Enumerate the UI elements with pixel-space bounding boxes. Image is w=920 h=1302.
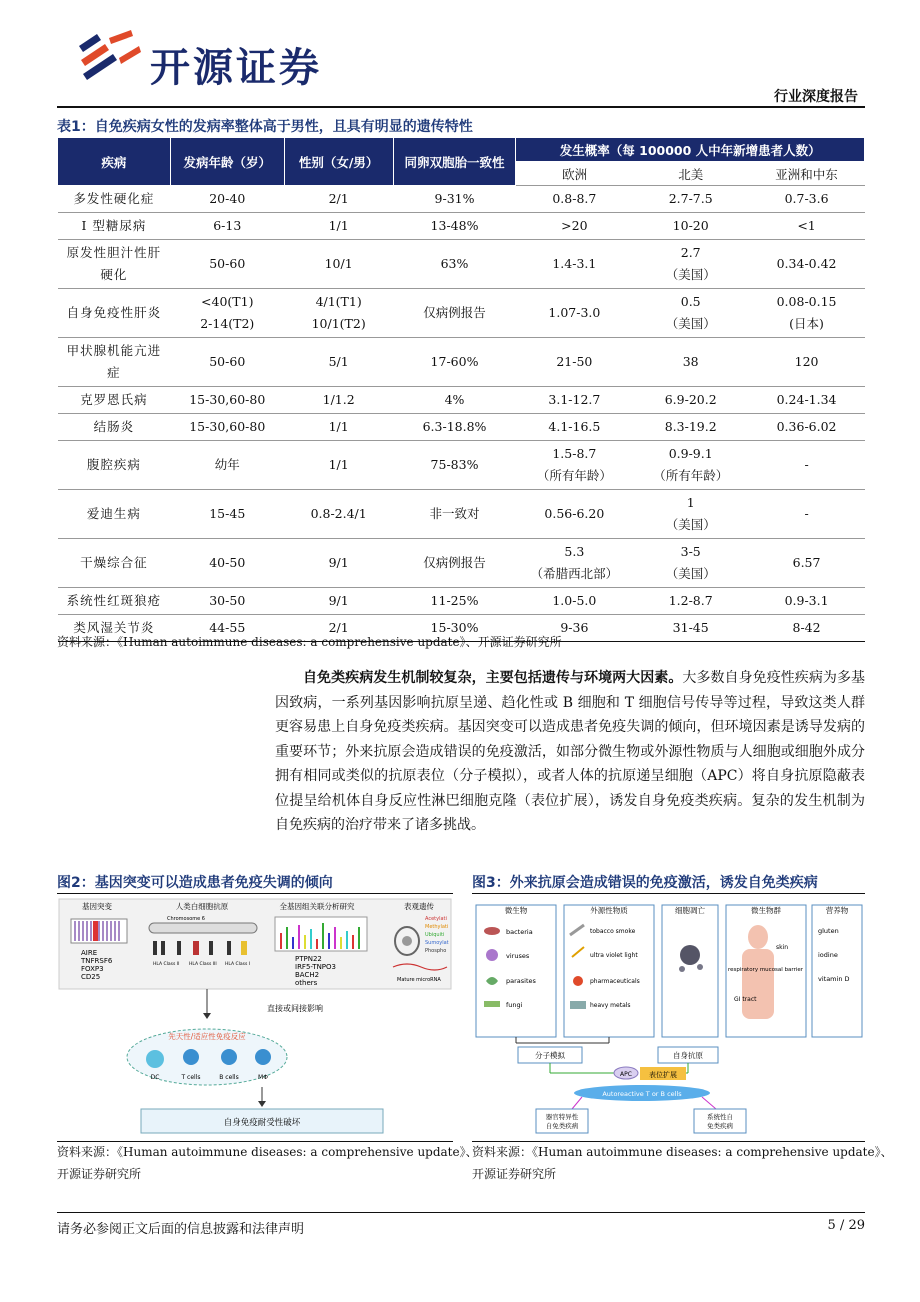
cell-line: 10/1(T2) (311, 316, 366, 331)
cell-disease (58, 186, 171, 213)
cell-disease (58, 240, 171, 289)
cell-line: 腹腔疾病 (86, 457, 141, 472)
cell-asia (749, 490, 865, 539)
paragraph-text: 大多数自身免疫性疾病为多基因致病，一系列基因影响抗原呈递、趋化性或 B 细胞和 T 细胞信号传导等过程，导致这类人群更容易患上自身免疫类疾病。基因突变可以造成患者免疫失调的倾向，但环境因素是诱导发病的重要环节；外来抗原会造成错误的免疫激活，如部分微生物或外源性物质与人细胞或细胞外成分拥有相同或类似的抗原表位（分子模拟），或者人体的抗原递呈细胞（APC）将自身抗原隐蔽表位提呈给机体自身反应性淋巴细胞克隆（表位扩展），诱发自身免疫类疾病。复杂的发生机制为自免疾病的治疗带来了诸多挑战。 (275, 670, 866, 833)
cell-sex (284, 588, 393, 615)
cell-sex (284, 490, 393, 539)
cell-age (170, 186, 284, 213)
fig3-col-5: 营养物 (825, 906, 849, 915)
cell-line: 40-50 (209, 555, 246, 570)
cell-line: （美国） (665, 517, 716, 532)
autoreactive-label: Autoreactive T or B cells (602, 1090, 682, 1098)
fig3-diagram (472, 897, 865, 1140)
epi-5: Phospho (425, 948, 447, 954)
cell-na (633, 387, 749, 414)
header-rule (57, 106, 865, 108)
cell-eu (516, 213, 633, 240)
cell-line: 症 (107, 365, 121, 380)
xeno-2: ultra violet light (590, 952, 638, 959)
cell-line: 5/1 (328, 354, 349, 369)
systemic-label-2: 免类疾病 (707, 1122, 733, 1130)
cell-line: 10-20 (672, 218, 709, 233)
cell-line: 2.7-7.5 (668, 191, 713, 206)
hla-class-1: HLA Class I (225, 962, 251, 967)
cell-line: 6-13 (213, 218, 242, 233)
fig2-bottom-rule (57, 1141, 453, 1142)
self-antigen-box: 自身抗原 (673, 1051, 703, 1060)
cell-disease (58, 490, 171, 539)
fig3-source-1: 资料来源：《Human autoimmune diseases: a comprehensive update》、 (472, 1145, 893, 1159)
cell-asia (749, 414, 865, 441)
cell-line: 15-30% (430, 620, 479, 635)
cell-eu (516, 490, 633, 539)
cell-sex (284, 539, 393, 588)
cell-na (633, 414, 749, 441)
cell-twin (393, 441, 516, 490)
cell-eu (516, 240, 633, 289)
cell-line: 甲状腺机能亢进 (66, 343, 162, 358)
apc-label: APC (620, 1071, 632, 1078)
cell-asia (749, 213, 865, 240)
header-disease: 疾病 (58, 138, 171, 186)
cell-na (633, 213, 749, 240)
header-prob: 发生概率（每 100000 人中年新增患者人数） (516, 138, 865, 162)
cell-line: 爱迪生病 (86, 506, 141, 521)
gwas-4: others (295, 979, 318, 987)
fig2-source-1: 资料来源：《Human autoimmune diseases: a comprehensive update》、 (57, 1145, 478, 1159)
cell-eu (516, 414, 633, 441)
fig2-panel-3: 全基因组关联分析研究 (279, 902, 355, 911)
cell-twin (393, 414, 516, 441)
cell-disease (58, 441, 171, 490)
cell-line: 2/1 (328, 620, 349, 635)
microbiota-3: GI tract (734, 996, 757, 1003)
cell-disease (58, 213, 171, 240)
disease-table (57, 137, 865, 642)
cell-line: <1 (797, 218, 816, 233)
cell-na (633, 338, 749, 387)
gene-3: FOXP3 (81, 965, 104, 973)
cell-asia (749, 588, 865, 615)
cell-line: 13-48% (430, 218, 479, 233)
table-row (58, 441, 865, 490)
cell-age (170, 414, 284, 441)
cell-sex (284, 441, 393, 490)
microbiota-1: skin (776, 944, 789, 951)
cell-line: 17-60% (430, 354, 479, 369)
t-cell-icon (183, 1049, 199, 1065)
fig3-caption: 图3：外来抗原会造成错误的免疫激活，诱发自免类疾病 (472, 875, 818, 891)
cell-line: 0.5 (680, 294, 701, 309)
header-sex: 性别（女/男） (284, 138, 393, 186)
cell-line: 自身免疫性肝炎 (66, 305, 162, 320)
page-number: 5 / 29 (827, 1218, 865, 1233)
page-header (0, 0, 920, 110)
cell-age (170, 213, 284, 240)
organ-label-1: 器官特异性 (545, 1113, 579, 1121)
fig3-col-4: 微生物群 (751, 906, 781, 915)
cell-line: （希腊西北部） (530, 566, 619, 581)
cell-line: 3.1-12.7 (548, 392, 601, 407)
microbe-1: bacteria (506, 928, 533, 936)
cell-line: - (804, 457, 809, 472)
nutrient-3: vitamin D (818, 975, 850, 983)
cell-line: - (804, 506, 809, 521)
metal-icon (570, 1001, 586, 1009)
gwas-1: PTPN22 (295, 955, 322, 963)
cell-line: 6.9-20.2 (664, 392, 717, 407)
cell-line: 15-45 (209, 506, 246, 521)
footer-disclaimer: 请务必参阅正文后面的信息披露和法律声明 (57, 1222, 305, 1237)
cell-age (170, 289, 284, 338)
fig3-bottom-rule (472, 1141, 865, 1142)
pill-icon (573, 976, 583, 986)
cell-age (170, 240, 284, 289)
cell-disease (58, 539, 171, 588)
cell-asia (749, 615, 865, 642)
paragraph-bold: 自免类疾病发生机制较复杂，主要包括遗传与环境两大因素。 (303, 670, 683, 686)
table-row (58, 213, 865, 240)
epi-4: Sumoylat (425, 940, 449, 946)
cell-line: 2-14(T2) (200, 316, 255, 331)
cell-line: 0.36-6.02 (776, 419, 837, 434)
cell-line: 硬化 (100, 267, 128, 282)
microbe-4: fungi (506, 1001, 523, 1009)
cell-line: 仅病例报告 (423, 305, 486, 320)
table-row (58, 338, 865, 387)
cell-line: 8-42 (792, 620, 821, 635)
cell-line: 9/1 (328, 593, 349, 608)
gene-4: CD25 (81, 973, 101, 981)
cell-twin (393, 539, 516, 588)
cell-line: 1.5-8.7 (552, 446, 597, 461)
cell-line: 20-40 (209, 191, 246, 206)
cell-line: (日本) (789, 316, 824, 331)
nutrient-1: gluten (818, 927, 839, 935)
fig2-panel-1: 基因突变 (82, 902, 112, 911)
table-row (58, 490, 865, 539)
cell-line: 1/1 (328, 419, 349, 434)
fig2-source-2: 开源证券研究所 (57, 1167, 142, 1181)
cell-asia (749, 186, 865, 213)
cell-line: 6.57 (792, 555, 821, 570)
fig2-caption: 图2：基因突变可以造成患者免疫失调的倾向 (57, 875, 333, 891)
cell-disease (58, 289, 171, 338)
systemic-label-1: 系统性自 (707, 1113, 733, 1121)
cell-line: 1/1.2 (322, 392, 355, 407)
cell-eu (516, 539, 633, 588)
microrna-label: Mature microRNA (397, 977, 441, 983)
cell-line: 2.7 (680, 245, 701, 260)
virus-icon (486, 949, 498, 961)
cell-line: 1 (686, 495, 695, 510)
cell-m: MΦ (258, 1074, 268, 1081)
cell-line: 15-30,60-80 (189, 392, 266, 407)
cell-line: 系统性红斑狼疮 (66, 593, 162, 608)
cell-twin (393, 588, 516, 615)
cell-line: 120 (794, 354, 819, 369)
cell-eu (516, 289, 633, 338)
cell-age (170, 387, 284, 414)
cell-line: 9-31% (434, 191, 475, 206)
cell-sex (284, 338, 393, 387)
chromosome-label: Chromosome 6 (167, 916, 205, 922)
gwas-2: IRF5-TNPO3 (295, 963, 336, 971)
cell-na (633, 441, 749, 490)
cell-line: 5.3 (564, 544, 585, 559)
cell-line: 结肠炎 (93, 419, 135, 434)
cell-twin (393, 240, 516, 289)
fig3-source-2: 开源证券研究所 (472, 1167, 557, 1181)
fig2-panel-4: 表观遗传 (404, 902, 434, 911)
cell-line: 6.3-18.8% (422, 419, 487, 434)
body-paragraph (275, 666, 865, 838)
mimicry-box: 分子模拟 (535, 1051, 565, 1060)
table-row (58, 240, 865, 289)
cell-line: 15-30,60-80 (189, 419, 266, 434)
cell-line: 1.07-3.0 (548, 305, 601, 320)
gwas-3: BACH2 (295, 971, 320, 979)
cell-sex (284, 186, 393, 213)
cell-sex (284, 213, 393, 240)
cell-line: （美国） (665, 316, 716, 331)
cell-t: T cells (181, 1074, 201, 1081)
cell-line: （所有年龄） (536, 468, 612, 483)
cell-line: 0.9-9.1 (668, 446, 713, 461)
table-row (58, 414, 865, 441)
cell-sex (284, 240, 393, 289)
b-cell-icon (221, 1049, 237, 1065)
cell-asia (749, 338, 865, 387)
cell-line: 9/1 (328, 555, 349, 570)
header-twin: 同卵双胞胎一致性 (393, 138, 516, 186)
xeno-4: heavy metals (590, 1002, 631, 1009)
fig2-arrow-label: 直接或间接影响 (267, 1004, 323, 1013)
cell-b: B cells (219, 1074, 239, 1081)
header-asia: 亚洲和中东 (749, 162, 865, 186)
mutation-strip-icon (71, 919, 127, 943)
cell-line: 38 (682, 354, 699, 369)
fig3-col-3: 细胞凋亡 (675, 906, 705, 915)
organ-label-2: 自免类疾病 (545, 1122, 579, 1130)
cell-eu (516, 441, 633, 490)
cell-disease (58, 387, 171, 414)
fig2-rule (57, 893, 453, 894)
cell-line: 类风湿关节炎 (73, 620, 155, 635)
footer-rule (57, 1212, 865, 1213)
logo-text: 开源证券 (150, 45, 322, 91)
cell-line: 4% (444, 392, 465, 407)
header-age: 发病年龄（岁） (170, 138, 284, 186)
cell-eu (516, 186, 633, 213)
cell-age (170, 588, 284, 615)
gene-2: TNFRSF6 (81, 957, 113, 965)
hla-class-3: HLA Class III (189, 962, 217, 967)
cell-line: 多发性硬化症 (73, 191, 155, 206)
body-icon (748, 925, 768, 949)
cell-asia (749, 441, 865, 490)
cell-na (633, 490, 749, 539)
cell-sex (284, 387, 393, 414)
cell-line: >20 (561, 218, 588, 233)
fungi-icon (484, 1001, 500, 1007)
cell-asia (749, 387, 865, 414)
cell-line: 11-25% (430, 593, 479, 608)
cell-line: 克罗恩氏病 (80, 392, 148, 407)
macrophage-icon (255, 1049, 271, 1065)
cell-line: 3-5 (680, 544, 701, 559)
fig2-bottom-box: 自身免疫耐受性破坏 (223, 1118, 301, 1128)
cell-line: 原发性胆汁性肝 (66, 245, 162, 260)
cell-age (170, 441, 284, 490)
cell-twin (393, 186, 516, 213)
cell-twin (393, 289, 516, 338)
cell-line: 0.8-2.4/1 (310, 506, 367, 521)
cell-disease (58, 588, 171, 615)
cell-line: 0.34-0.42 (776, 256, 837, 271)
cell-line: 仅病例报告 (423, 555, 486, 570)
cell-line: 10/1 (324, 256, 353, 271)
logo-icon (75, 28, 145, 84)
cell-line: 0.24-1.34 (776, 392, 837, 407)
cell-line: 2/1 (328, 191, 349, 206)
cell-line: 30-50 (209, 593, 246, 608)
cell-line: 1.2-8.7 (668, 593, 713, 608)
cell-line: 干燥综合征 (80, 555, 148, 570)
cell-age (170, 539, 284, 588)
cell-line: 4.1-16.5 (548, 419, 601, 434)
cell-line: 50-60 (209, 354, 246, 369)
cell-age (170, 338, 284, 387)
xeno-1: tobacco smoke (590, 928, 636, 935)
cell-sex (284, 289, 393, 338)
cell-line: 21-50 (556, 354, 593, 369)
epi-1: Acetylati (425, 916, 447, 922)
cell-na (633, 615, 749, 642)
cell-na (633, 186, 749, 213)
cell-eu (516, 387, 633, 414)
cell-eu (516, 588, 633, 615)
report-type: 行业深度报告 (774, 89, 858, 105)
cell-asia (749, 240, 865, 289)
table-row (58, 289, 865, 338)
cell-line: 1/1 (328, 218, 349, 233)
cell-asia (749, 289, 865, 338)
fig3-col-2: 外源性物质 (590, 906, 628, 915)
cell-line: 1/1 (328, 457, 349, 472)
cell-age (170, 490, 284, 539)
table-source: 资料来源：《Human autoimmune diseases: a comprehensive update》、开源证券研究所 (57, 635, 562, 649)
cell-eu (516, 338, 633, 387)
epi-3: Ubiquiti (425, 932, 445, 938)
cell-line: 44-55 (209, 620, 246, 635)
bacteria-icon (484, 927, 500, 935)
cell-line: 0.9-3.1 (784, 593, 829, 608)
apoptosis-cell-icon (680, 945, 700, 965)
header-eu: 欧洲 (516, 162, 633, 186)
cell-twin (393, 387, 516, 414)
innate-label: 先天性/适应性免疫反应 (168, 1032, 246, 1041)
dc-cell-icon (146, 1050, 164, 1068)
cell-line: 1.0-5.0 (552, 593, 597, 608)
cell-disease (58, 338, 171, 387)
header-na: 北美 (633, 162, 749, 186)
cell-line: （所有年龄） (653, 468, 729, 483)
table-row (58, 186, 865, 213)
cell-twin (393, 338, 516, 387)
table-row (58, 387, 865, 414)
cell-line: 75-83% (430, 457, 479, 472)
cell-line: 0.08-0.15 (776, 294, 837, 309)
cell-line: I 型糖尿病 (81, 218, 147, 233)
cell-line: 9-36 (560, 620, 589, 635)
fig2-diagram (57, 897, 453, 1140)
fig2-panel-2: 人类白细胞抗原 (175, 902, 229, 911)
cell-line: 幼年 (214, 457, 240, 472)
cell-line: 0.8-8.7 (552, 191, 597, 206)
fig3-rule (472, 893, 865, 894)
table-caption: 表1：自免疾病女性的发病率整体高于男性，且具有明显的遗传特性 (57, 119, 473, 135)
cell-na (633, 289, 749, 338)
cell-line: 63% (440, 256, 469, 271)
cell-line: 0.56-6.20 (544, 506, 605, 521)
cell-na (633, 588, 749, 615)
cell-na (633, 539, 749, 588)
xeno-3: pharmaceuticals (590, 978, 640, 985)
fig3-col-1: 微生物 (504, 906, 528, 915)
cell-na (633, 240, 749, 289)
epitope-label: 表位扩展 (649, 1071, 677, 1079)
nutrient-2: iodine (818, 951, 838, 959)
microbiota-2: respiratory mucosal barrier (728, 967, 804, 973)
gwas-plot-icon (275, 917, 367, 951)
table-row (58, 539, 865, 588)
cell-line: 4/1(T1) (315, 294, 362, 309)
cell-line: （美国） (665, 566, 716, 581)
cell-line: 8.3-19.2 (664, 419, 717, 434)
cell-asia (749, 539, 865, 588)
microbe-2: viruses (506, 952, 530, 960)
cell-line: 50-60 (209, 256, 246, 271)
cell-line: <40(T1) (201, 294, 254, 309)
cell-line: 非一致对 (429, 506, 480, 521)
cell-line: （美国） (665, 267, 716, 282)
microbe-3: parasites (506, 977, 536, 985)
cell-disease (58, 414, 171, 441)
table-row (58, 588, 865, 615)
cell-sex (284, 414, 393, 441)
cell-line: 31-45 (672, 620, 709, 635)
epi-2: Methylati (425, 924, 449, 930)
cell-line: 0.7-3.6 (784, 191, 829, 206)
gene-1: AIRE (81, 949, 98, 957)
cell-twin (393, 490, 516, 539)
cell-twin (393, 213, 516, 240)
hla-class-2: HLA Class II (153, 962, 180, 967)
cell-line: 1.4-3.1 (552, 256, 597, 271)
cell-dc: DC (150, 1074, 160, 1081)
